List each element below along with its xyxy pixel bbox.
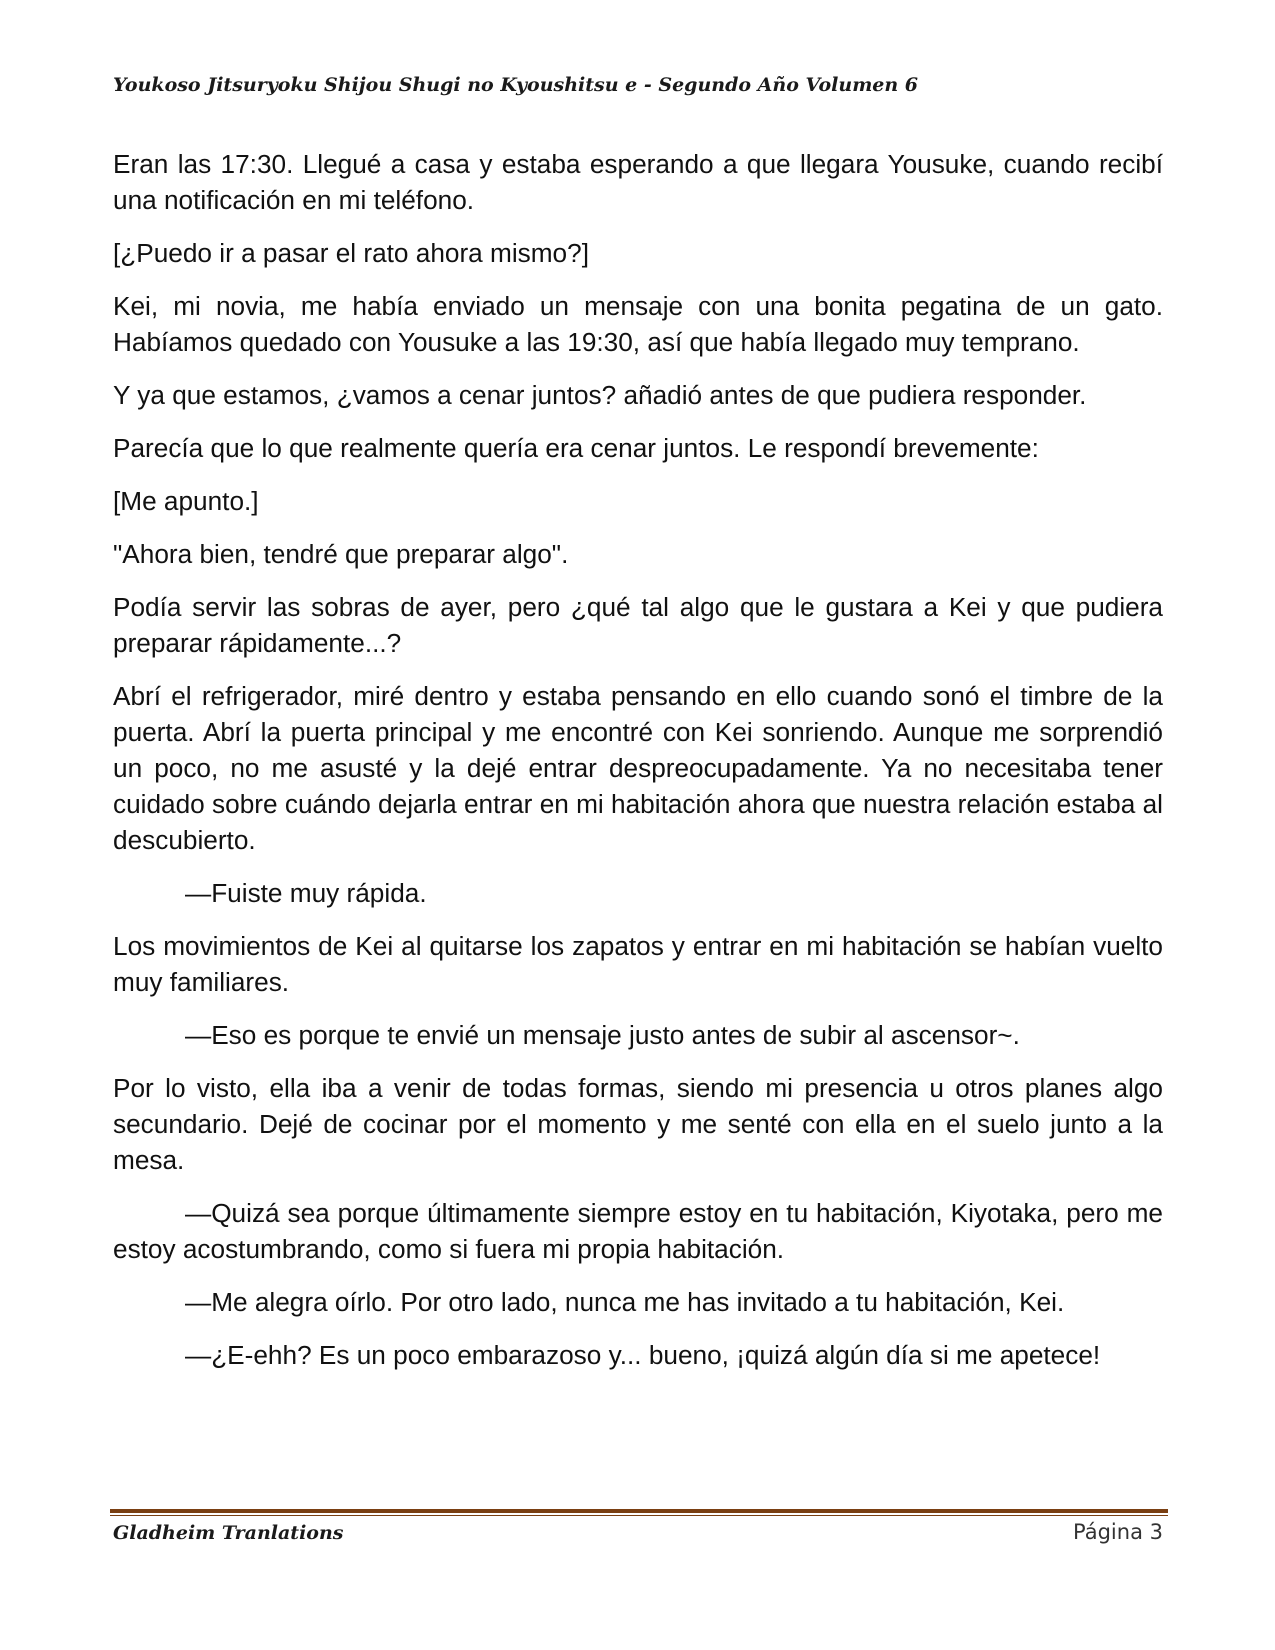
paragraph-6: [Me apunto.] [113, 486, 259, 516]
dialogue-line-5: —¿E-ehh? Es un poco embarazoso y... bueno, ¡quizá algún día si me apetece! [185, 1340, 1101, 1370]
footer-divider-thin [110, 1515, 1168, 1516]
paragraph-4: Y ya que estamos, ¿vamos a cenar juntos? añadió antes de que pudiera responder. [113, 380, 1087, 410]
footer-divider-thick [110, 1509, 1168, 1513]
paragraph-5: Parecía que lo que realmente quería era cenar juntos. Le respondí brevemente: [113, 433, 1039, 463]
footer-publisher: Gladheim Tranlations [113, 1522, 344, 1544]
footer-page-indicator [1073, 1520, 1163, 1544]
document-body [113, 146, 1163, 1390]
dialogue-line-4: —Me alegra oírlo. Por otro lado, nunca me has invitado a tu habitación, Kei. [185, 1287, 1065, 1317]
paragraph-8: Podía servir las sobras de ayer, pero ¿qué tal algo que le gustara a Kei y que pudiera preparar rápidamente...? [113, 592, 1163, 658]
paragraph-13: Por lo visto, ella iba a venir de todas formas, siendo mi presencia u otros planes algo secundario. Dejé de cocinar por el momento y me senté con ella en el suelo junto a la mesa. [113, 1073, 1163, 1175]
paragraph-2: [¿Puedo ir a pasar el rato ahora mismo?] [113, 238, 589, 268]
page-label: Página [1073, 1520, 1143, 1544]
paragraph-11: Los movimientos de Kei al quitarse los zapatos y entrar en mi habitación se habían vuelto muy familiares. [113, 931, 1163, 997]
paragraph-1: Eran las 17:30. Llegué a casa y estaba esperando a que llegara Yousuke, cuando recibí una notificación en mi teléfono. [113, 149, 1163, 215]
paragraph-9: Abrí el refrigerador, miré dentro y estaba pensando en ello cuando sonó el timbre de la puerta. Abrí la puerta principal y me encontré con Kei sonriendo. Aunque me sorprendió un poco, no me asusté y la dejé entrar despreocupadamente. Ya no necesitaba tener cuidado sobre cuándo dejarla entrar en mi habitación ahora que nuestra relación estaba al descubierto. [113, 681, 1163, 855]
page-number: 3 [1149, 1520, 1163, 1544]
paragraph-7: "Ahora bien, tendré que preparar algo". [113, 539, 569, 569]
footer-divider [110, 1509, 1168, 1516]
dialogue-line-3: —Quizá sea porque últimamente siempre estoy en tu habitación, Kiyotaka, pero me estoy acostumbrando, como si fuera mi propia habitación. [113, 1198, 1163, 1264]
dialogue-line-2: —Eso es porque te envié un mensaje justo antes de subir al ascensor~. [185, 1020, 1020, 1050]
paragraph-3: Kei, mi novia, me había enviado un mensaje con una bonita pegatina de un gato. Habíamos quedado con Yousuke a las 19:30, así que había llegado muy temprano. [113, 291, 1163, 357]
dialogue-line-1: —Fuiste muy rápida. [185, 878, 427, 908]
page-header-title: Youkoso Jitsuryoku Shijou Shugi no Kyoushitsu e - Segundo Año Volumen 6 [113, 74, 919, 96]
